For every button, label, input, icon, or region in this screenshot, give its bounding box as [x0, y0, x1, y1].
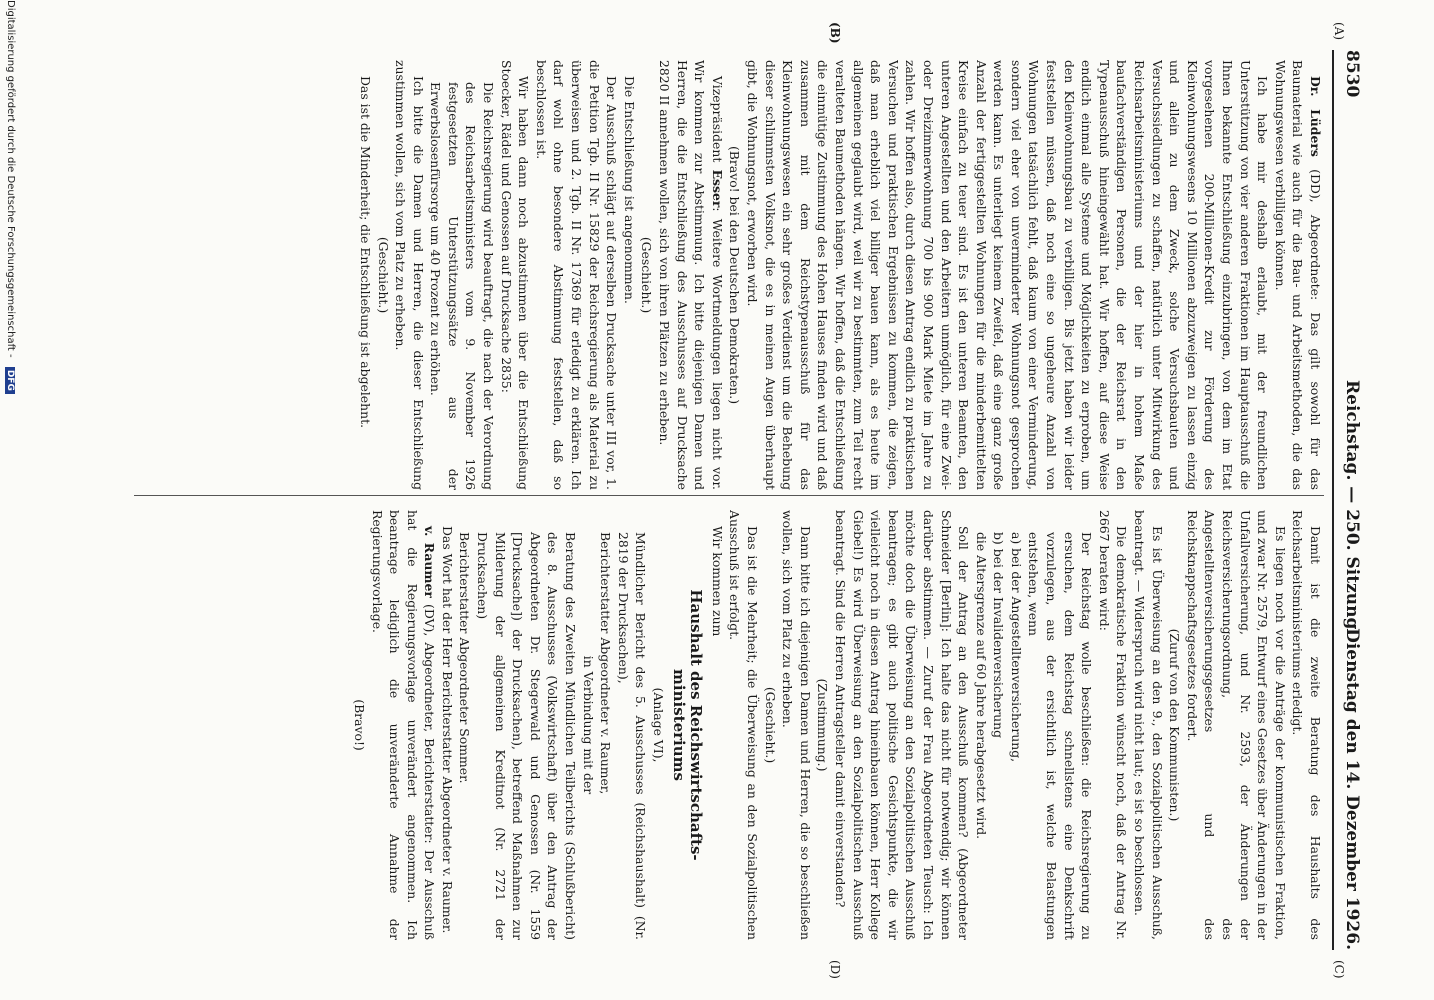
quoted-motion: Der Reichstag wolle beschließen: die Reichsregierung zu ersuchen, dem Reichstag schnellstens eine Denkschrift vorzulegen, aus der ersichtlich ist, welche Belastungen entstehen, wenn	[1026, 532, 1095, 940]
column-divider	[134, 495, 1324, 496]
paragraph	[655, 60, 725, 490]
quoted-resolution: Die Reichsregierung wird beauftragt, die nach der Verordnung des Reichsarbeitsministers vom 9. November 1926 festgesetzten Unterstützungssätze aus der Erwerbslosenfürsorge um 40 Prozent zu erhöhen.	[428, 82, 497, 490]
paragraph: Es ist Überweisung an den 9., den Sozialpolitischen Ausschuß, beantragt. — Widerspruch wird nicht laut; es ist so beschlossen.	[1132, 510, 1165, 940]
applause-note: (Bravo! bei den Deutschen Demokraten.)	[727, 145, 743, 405]
vp-name: Esser	[709, 169, 725, 208]
paragraph: Das ist die Minderheit; die Entschließung ist abgelehnt.	[357, 76, 373, 429]
procedure-note: (Geschieht.)	[639, 236, 655, 314]
right-column	[124, 510, 1324, 940]
paragraph-text: : Weitere Wortmeldungen liegen nicht vor. Wir kommen zur Abstimmung. Ich bitte diejenigen Damen und Herren, die die Entschließung des Ausschusses auf Drucksache 2820 II annehmen wollen, sich von ihren Plätzen zu erheben.	[657, 60, 725, 490]
agreement-note: (Zustimmung.)	[815, 678, 831, 772]
section-title	[669, 510, 704, 940]
paragraph: Wir haben dann noch abzustimmen über die Entschließung Stoecker, Rädel und Genossen auf Drucksache 2835:	[498, 60, 532, 490]
paragraph: Wir kommen zum	[709, 526, 725, 637]
paragraph: Das Wort hat der Herr Berichterstatter Abgeordneter v. Raumer.	[439, 526, 455, 934]
header-title: Reichstag. — 250. Sitzung.	[1342, 380, 1362, 636]
rapporteur-line: Berichterstatter Abgeordneter Sommer.	[457, 532, 473, 784]
margin-mark-d: (D)	[828, 960, 842, 979]
quoted-motion-end: die Altersgrenze auf 60 Jahre herabgesetzt wird.	[973, 532, 989, 840]
paragraph: Die Entschließung ist angenommen.	[621, 76, 637, 304]
page-number: 8530	[1342, 50, 1362, 98]
paragraph: Ich habe mir deshalb erlaubt, mit der freundlichen Unterstützung von vier anderen Fraktionen im Hauptausschuß die Ihnen bekannte Entschließung einzubringen, von dem im Etat vorgesehenen 200-Millionen-Kredit zur Förderung des Kleinwohnungswesens 10 Millionen abzuzweigen zu lassen einzig und allein zu dem Zweck, solche Versuchsbauten und Versuchssiedlungen zu schaffen, natürlich unter Mitwirkung des Reichsarbeitsministeriums und der hier in hohem Maße baufachverständigen Personen, die der Reichsrat in den Typenausschuß hineingewählt hat. Wir hoffen, auf diese Weise endlich einmal alle Systeme und Möglichkeiten zu erproben, um den Kleinwohnungsbau zu verbilligen. Bis jetzt haben wir leider feststellen müssen, daß noch eine so ungeheure Anzahl von Wohnungen tatsächlich fehlt, daß kaum von einer Verminderung, sondern viel eher von unverminderter Wohnungsnot gesprochen werden kann. Es unterliegt keinem Zweifel, daß eine ganz große Anzahl der fertiggestellten Wohnungen für die minderbemittelten Kreise einfach zu teuer sind. Es ist den unteren Beamten, den unteren Angestellten und den Arbeitern unmöglich, für eine Zwei- oder Dreizimmerwohnung 700 bis 900 Mark Miete im Jahre zu zahlen. Wir hoffen also, durch diesen Antrag endlich zu praktischen Versuchen und praktischen Ergebnissen zu kommen, die zeigen, daß man erheblich viel billiger bauen kann, als es heute im allgemeinen geglaubt wird, weil wir zu bestimmten, zum Teil recht veralteten Baumethoden hängen. Wir hoffen, daß die Entschließung die einmütige Zustimmung des Hohen Hauses finden wird und daß zusammen mit dem Reichstypenausschuß für das Kleinwohnungswesen ein sehr großes Verdienst um die Behebung dieser schlimmsten Volksnot, die es in meinen Augen überhaupt gibt, die Wohnungsnot, erworben wird.	[745, 60, 1271, 490]
speaker-name: Dr. Lüders	[1308, 76, 1323, 157]
paragraph	[1271, 60, 1324, 490]
paragraph-text: (DD), Abgeordnete: Das gilt sowohl für das Baumaterial wie auch für die Bau- und Arbeitsmethoden, die das Wohnungswesen verbilligen können.	[1272, 60, 1323, 490]
paragraph: Dann bitte ich diejenigen Damen und Herren, die so beschließen wollen, sich vom Platz zu erheben.	[780, 510, 813, 940]
rapporteur-line: Berichterstatter Abgeordneter v. Raumer,	[598, 532, 614, 795]
connection-line: in Verbindung mit der	[580, 655, 596, 795]
report-line: Beratung des Zweiten Mündlichen Teilberichts (Schlußbericht) des 8. Ausschusses (Volkswirtschaft) über den Antrag der Abgeordneten Dr. Stegerwald und Genossen (Nr. 1559 [Drucksache]) der Drucksachen), betreffend Maßnahmen zur Milderung der allgemeinen Kreditnot (Nr. 2721 der Drucksachen)	[475, 532, 579, 940]
paragraph: Damit ist die zweite Beratung des Haushalts des Reichsarbeitsministeriums erledigt.	[1290, 510, 1323, 940]
motion-item-a: a) bei der Angestelltenversicherung,	[1008, 532, 1024, 763]
annex-note: (Anlage VI),	[651, 687, 667, 763]
margin-mark-b: (B)	[828, 22, 842, 44]
paragraph: Der Ausschuß schlägt auf derselben Drucksache unter III vor, 1. die Petition Tgb. II Nr. 15829 der Reichsregierung als Material zu überweisen und 2. Tgb. II Nr. 17369 für erledigt zu erklären. Ich darf wohl ohne besondere Abstimmung feststellen, daß so beschlossen ist.	[533, 60, 620, 490]
speaker-name: v. Raumer	[422, 526, 438, 598]
paragraph: Die demokratische Fraktion wünscht noch, daß der Antrag Nr. 2667 beraten wird:	[1096, 510, 1130, 940]
motion-item-b: b) bei der Invalidenversicherung	[991, 532, 1007, 739]
paragraph: Es liegen noch vor die Anträge der kommunistischen Fraktion, und zwar Nr. 2579, Entwurf eines Gesetzes über Änderungen in der Unfallversicherung, und Nr. 2593, der Änderungen der Reichsversicherungsordnung, des Angestelltenversicherungsgesetzes und des Reichsknappschaftsgesetzes fordert.	[1184, 510, 1288, 940]
report-line: Mündlicher Bericht des 5. Ausschusses (Reichshaushalt) (Nr. 2819 der Drucksachen),	[615, 532, 649, 940]
header-date: Dienstag den 14. Dezember 1926.	[1342, 628, 1362, 950]
margin-mark-a: (A)	[1332, 22, 1346, 41]
procedure-note: (Geschieht.)	[762, 686, 778, 764]
applause-note: (Bravo!)	[351, 699, 367, 751]
interjection-note: (Zuruf von den Kommunisten.)	[1167, 628, 1183, 822]
left-column	[124, 60, 1324, 490]
page-header	[1332, 50, 1368, 950]
paragraph: Das ist die Mehrheit; die Überweisung an den Sozialpolitischen Ausschuß ist erfolgt.	[727, 510, 760, 940]
funding-note	[5, 0, 16, 1000]
paragraph	[368, 510, 438, 940]
procedure-note: (Geschieht.)	[375, 236, 391, 314]
funding-text: Digitalisierung gefördert durch die Deutsche Forschungsgemeinschaft -	[5, 0, 16, 358]
paragraph-text: (DV), Abgeordneter, Berichterstatter: Der Ausschuß hat die Regierungsvorlage unverändert angenommen. Ich beantrage lediglich die unveränderte Annahme der Regierungsvorlage.	[369, 510, 438, 940]
paragraph: Soll der Antrag an den Ausschuß kommen? (Abgeordneter Schneider [Berlin]: Ich halte das nicht für notwendig; wir können darüber abstimmen. — Zuruf der Frau Abgeordneten Teusch: Ich möchte doch die Überweisung an den Sozialpolitischen Ausschuß beantragen; es gibt auch politische Gesichtspunkte, die wir vielleicht noch in diesen Antrag hineinbauen können, Herr Kollege Giebel!) Es wird Überweisung an den Sozialpolitischen Ausschuß beantragt. Sind die Herren Antragsteller damit einverstanden?	[832, 510, 972, 940]
dfg-logo: DFG	[5, 367, 15, 394]
vp-label: Vizepräsident	[709, 76, 725, 163]
paragraph: Ich bitte die Damen und Herren, die dieser Entschließung zustimmen wollen, sich vom Platz zu erheben.	[393, 60, 426, 490]
section-title-line-2: ministeriums	[669, 669, 688, 781]
margin-mark-c: (C)	[1332, 960, 1346, 979]
section-title-line-1: Haushalt des Reichswirtschafts-	[687, 589, 706, 861]
